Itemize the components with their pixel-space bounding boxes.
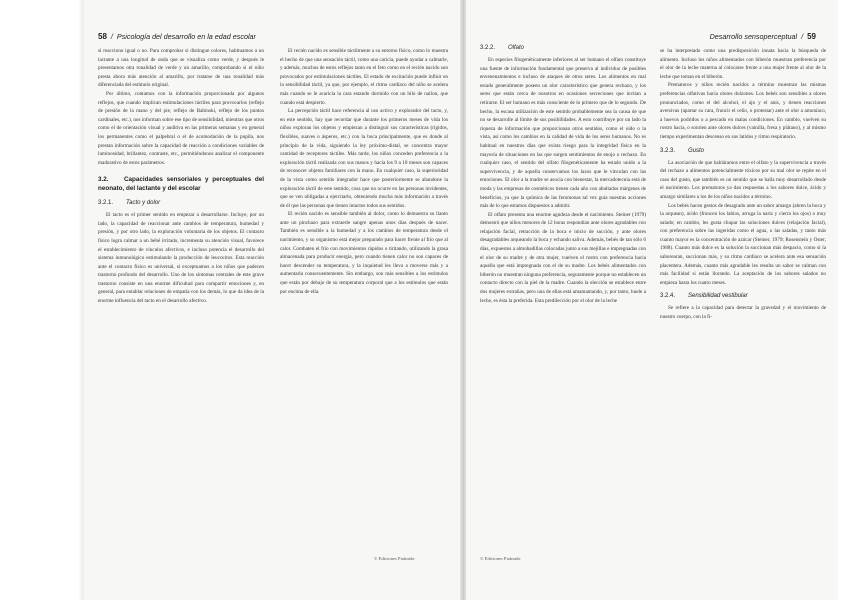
paragraph: La asociación de que habláramos entre el olfato y la supervivencia a través del rechazo a alimentos potencialmente tóxicos por su mal olor se repite en el caso del gusto, que también es un sentido que se halla muy desarrollado desde el nacimiento. Los prematuros ya dan respuestas a los sabores dulce, ácido y amargo similares a los de los niños nacidos a término. xyxy=(660,159,826,200)
right-page-footer: © Ediciones Pirámide xyxy=(480,556,521,561)
subsection-heading xyxy=(660,292,826,300)
subsection-heading xyxy=(480,44,646,52)
subsection-title: Tacto y dolor xyxy=(126,200,161,207)
section-title: Capacidades sensoriales y perceptuales del neonato, del lactante y del escolar xyxy=(98,176,264,192)
paragraph: se ha interpretado como una predisposición innata hacia la búsqueda de alimento. Incluso los niños alimentados con biberón muestran preferencia por el olor de la leche materna al colocarse frente a una mujer frente al olor de la leche que toman en el biberón. xyxy=(660,48,826,80)
right-column-1 xyxy=(480,44,646,305)
left-column-2 xyxy=(280,47,448,296)
left-page-number: 58 xyxy=(98,32,107,41)
subsection-title: Olfato xyxy=(508,45,525,51)
subsection-heading xyxy=(660,147,826,155)
paragraph: si reacciono igual o no. Para comprobar si distingue colores, habituamos a un lactante a una longitud de onda que se visualiza como verde, y después le presentamos otra tonalidad de verde y un amarillo, comprobando si el niño presta ahora más atención al amarillo, por tratarse de una tonalidad más diferenciada del estímulo original. xyxy=(98,48,264,89)
right-page-number: 59 xyxy=(807,32,816,41)
paragraph: Por último, contamos con la información proporcionada por algunos reflejos, que cuando implican estimulaciones táctiles para provocarlos (reflejo de presión de la mano y del pie, reflejo de Babinski, reflejo de los puntos cardinales, etc.), nos informan sobre ese tipo de sensibilidad, mientras que otros como el de orientación visual y auditiva en las primeras semanas y en general los permanentes como el palpebral o el de acomodación de la pupila, nos prestan información sobre la capacidad de reacción a condiciones variables de luminosidad, brillantez, contraste, etc., permitiéndonos analizar el componente madurativo de estos parámetros. xyxy=(98,90,264,166)
paragraph: El olfato presenta una enorme agudeza desde el nacimiento. Steiner (1979) demostró que niños menores de 12 horas respondían ante olores agradables con relajación facial, retracción de la boca e inicio de succión, y ante olores desagradables arqueando la boca y echando saliva. Además, bebés de tan sólo 6 días, expuestos a almohadillas colocadas junto a sus mejillas e impregnadas con el olor de su madre y de otra mujer, vuelven el rostro con preferencia hacia aquella que está impregnada con el de su madre. Los bebés alimentados con biberón no muestran ninguna preferencia, seguramente porque no establecen un contacto directo con la piel de la madre. Cuando la elección se establece entre dos mujeres extrañas, pero una de ellas está amamantando, y, por tanto, huele a leche, es ésta la preferida. Esta predilección por el olor de la leche xyxy=(480,211,646,304)
paragraph: El tacto es el primer sentido en empezar a desarrollarse. Incluye, por un lado, la capacidad de reaccionar ante cambios de temperatura, humedad y presión, y por otro lado, la exploración voluntaria de los objetos. El contacto físico logra calmar a un bebé irritado, incrementa su atención visual, favorece el establecimiento de vínculos afectivos, e incluso potencia el desarrollo del sistema inmunológico estimulando la producción de leucocitos. Esta reacción ante el contacto físico es universal, si exceptuamos a los niños que padecen trastorno profundo del desarrollo. Uno de los síntomas centrales de este grave trastorno consiste en una enorme dificultad para compartir emociones y, en general, para entablar relaciones de empatía con los demás, lo que da idea de la enorme influencia del tacto en el desarrollo afectivo. xyxy=(98,212,264,305)
paragraph: El recién nacido es sensible también al dolor, como lo demuestra su llanto ante un pinchazo para extraerle sangre apenas unos días después de nacer. También es sensible a la humedad y a los cambios de temperatura desde el nacimiento, y su organismo está mejor preparado para hacer frente al frío que al calor. Combaten el frío con movimientos rápidos o tiritando, utilizando la grasa almacenada para producir energía, pero cuando tienen calor no son capaces de hacer descender su temperatura, y la inquietud les lleva a moverse más y a aumentarla consecuentemente. Sin embargo, son más sensibles a los estímulos que están por debajo de su temperatura corporal que a los estímulos que están por encima de ella. xyxy=(280,211,448,295)
section-heading xyxy=(98,176,264,193)
paragraph: La percepción táctil hace referencia al uso activo y explorador del tacto, y, en este sentido, hay que recordar que durante los primeros meses de vida los niños exploran los objetos y empiezan a distinguir sus características (rígidos, flexibles, suaves o ásperos, etc.) con la boca principalmente, que es donde al principio de la vida, siguiendo la ley próximo-distal, se concentra mayor cantidad de receptores táctiles. Más tarde, los niños conceden preferencia a la exploración táctil realizada con sus manos y hacia los 9 a 10 meses son capaces de reconocer objetos familiares con la mano. En cualquier caso, la superioridad de la vista como sentido integrador hace que posteriormente se abandone la exploración táctil de este sentido, cosa que no ocurre en las personas invidentes, que se ven obligadas a ejercitarlo, obteniendo mucha más información a través de él que las personas que tienen intactos todos sus sentidos. xyxy=(280,108,448,209)
paragraph: Se refiere a la capacidad para detectar la gravedad y el movimiento de nuestro cuerpo, con la fi- xyxy=(660,305,826,321)
right-page-header: Desarrollo sensoperceptual / 59 xyxy=(709,32,816,41)
left-page xyxy=(84,0,462,600)
left-running-title: Psicología del desarrollo en la edad escolar xyxy=(116,32,256,41)
subsection-number: 3.2.1. xyxy=(98,200,114,207)
paragraph: Prematuros y niños recién nacidos a término muestran las mismas preferencias olfativas hacia olores dulzones. Los bebés son sensibles a olores pronunciados, como el del alcohol, el ajo y el anís, y tienen reacciones aversivas (apartar su cara, fruncir el ceño, o protestar) ante el olor a amoníaco, a huevos podridos o a pescado en malas condiciones. En cambio, vuelven su rostro hacia, o sonríen ante olores dulces (vainilla, fresa y plátano), y al mismo tiempo experimentan descenso en sus latidos y ritmo respiratorio. xyxy=(660,82,826,140)
subsection-title: Gusto xyxy=(688,147,705,154)
subsection-number: 3.2.2. xyxy=(480,45,496,51)
left-page-footer: © Ediciones Pirámide xyxy=(374,556,415,561)
subsection-number: 3.2.4. xyxy=(660,293,676,300)
left-page-header: 58 / Psicología del desarrollo en la edad escolar xyxy=(98,32,256,41)
section-number: 3.2. xyxy=(98,176,109,184)
right-page xyxy=(466,0,838,600)
right-column-2 xyxy=(660,47,826,322)
subsection-number: 3.2.3. xyxy=(660,147,676,154)
paragraph: El recién nacido es sensible táctilmente a su entorno físico, como lo muestra el hecho de que una sensación táctil, como una caricia, puede ayudar a calmarle, y además, muchos de estos reflejos tanto en el feto como en el recién nacido son provocados por estimulaciones táctiles. El estado de excitación puede influir en la sensibilidad táctil, ya que, por ejemplo, el ritmo cardíaco del niño se acelera más cuando se le acaricia la cara estando dormido con un hilo de nailon, que cuando está despierto. xyxy=(280,48,448,106)
paragraph: En especies filogenéticamente inferiores al ser humano el olfato constituye una fuente de información fundamental que preserva al individuo de posibles envenenamientos e incluso de ataques de otros seres. Los alimentos en mal estado generalmente poseen un olor característico que genera rechazo, y los seres que están cerca de nosotros en ocasiones secreciones que invitan a retirarse. El ser humano es más consciente de lo primero que de lo segundo. De hecho, la escasa utilización de este sentido probablemente sea la causa de que no se desarrolle al límite de sus posibilidades. A esto contribuye por un lado la riqueza de información que proporcionan otros sentidos, como el oído o la vista, así como los cambios en la calidad de vida de los seres humanos. No es habitual en nuestros días que exista riesgo para la integridad física en la mayoría de situaciones en las que surgen sentimientos de enojo o rechazo. En cualquier caso, el sentido del olfato filogenéticamente ha estado unido a la supervivencia, y de aquella conservamos los lazos que le vinculan con las emociones. El olor a la madre se asocia con bienestar, la mercadotecnia está de moda y las empresas de cosméticos tienen cada año con abultados márgenes de beneficios, ya que la química de las feromonas tal vez guía nuestras acciones más de lo que estamos dispuestos a admitir. xyxy=(480,57,646,210)
subsection-heading xyxy=(98,199,264,207)
paragraph: Los bebés hacen gestos de desagrado ante un sabor amargo (abren la boca y la arquean), ácido (fruncen los labios, arruga la nariz y cierra los ojos) o muy salado; en cambio, les gusta chupar las soluciones dulces (relajación facial), con preferencia sobre las ingeridas como el agua, o las saladas, y tanto más cuanto mayor es la concentración de azúcar (Steiner, 1979; Rosenstein y Oster, 1988). Cuanto más dulce es la solución la succionan más despacio, como si la saborearan, succionan más, y su ritmo cardíaco se acelera ante esa sensación placentera. Además, cuanto más agradable les resulta un sabor se calman con más facilidad si están llorando. La aceptación de los sabores salados no empieza hasta los cuatro meses. xyxy=(660,202,826,286)
left-column-1 xyxy=(98,47,264,306)
subsection-title: Sensibilidad vestibular xyxy=(688,293,748,300)
right-running-title: Desarrollo sensoperceptual xyxy=(709,32,798,41)
